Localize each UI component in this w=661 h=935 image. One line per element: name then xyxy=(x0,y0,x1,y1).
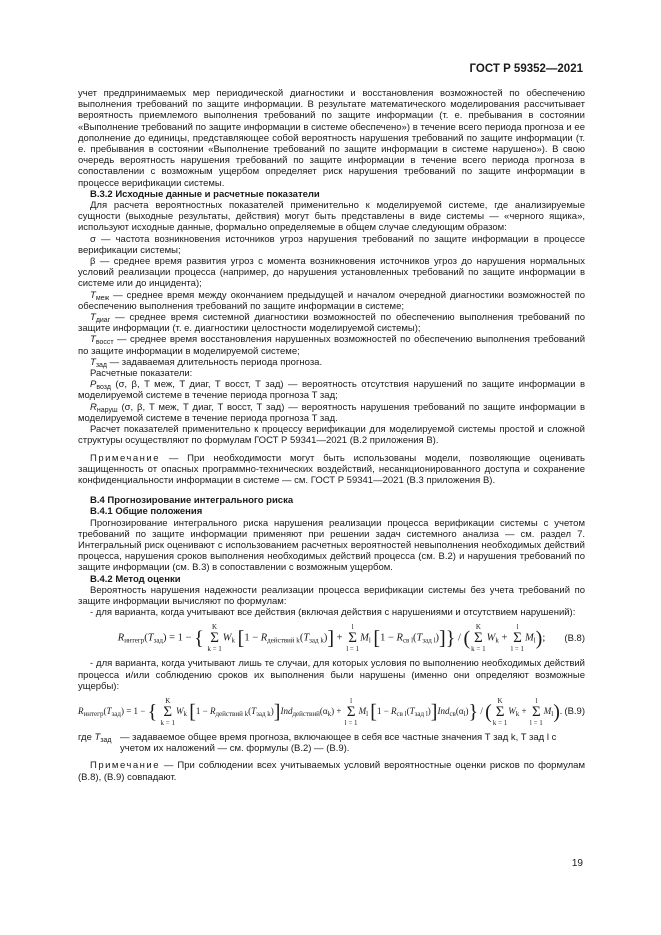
def-beta: β — среднее время развития угроз с момента возникновения источников угроз до нарушения нормальных условий реализации процесса (например, до нарушения установленных требований по защите информации в системе или до инцидента); xyxy=(78,256,585,290)
variant-1-text: - для варианта, когда учитывают все действия (включая действия с нарушениями и отсутствием нарушений): xyxy=(90,607,576,619)
def-r-narush: $R_{наруш}$ (σ, β, T меж, T диаг, T восст, T зад) — вероятность нарушения требований по защите информации в моделируемой системе в течение периода прогноза T зад. xyxy=(78,401,586,424)
formula-b8 xyxy=(78,618,585,658)
def-t-mezh: $T_{меж}$ — среднее время между окончанием предыдущей и началом очередной диагностики возможностей по обеспечению выполнения требований по защите информации в системе; xyxy=(78,289,586,312)
note-b42: Примечание — При соблюдении всех учитываемых условий вероятностные оценки рисков по формулам (В.8), (В.9) совпадают. xyxy=(78,760,585,783)
def-p-vozd: $P_{возд}$ (σ, β, T меж, T диаг, T восст, T зад) — вероятность отсутствия нарушений по защите информации в моделируемой системе в течение периода прогноза T зад; xyxy=(78,379,585,402)
note-b32: Примечание — При необходимости могут быть использованы модели, позволяющие оценивать защищенность от опасных программно-технических воздействий, несанкционированного доступа и сохранение конфиденциальности информации в системе — см. ГОСТ Р 59341—2021 (В.3 приложения В). xyxy=(78,452,585,486)
section-b4-title: В.4 Прогнозирование интегрального риска xyxy=(90,495,294,507)
where-clause: где $T_{зад}$ — задаваемое общее время прогноза, включающее в себя все частные значения T зад k, T зад l с учетом их наложений — см. формулы (В.2) — (В.9). xyxy=(78,731,557,755)
section-b42-title: В.4.2 Метод оценки xyxy=(90,573,181,585)
formula-b8-number: (В.8) xyxy=(564,632,585,644)
intro-paragraph: учет предпринимаемых мер периодической диагностики и восстановления возможностей по обеспечению выполнения требований по защите информации. В результате математического моделирования рассчитывает вероятность приемлемого выполнения требований по защите информации (т. е. пребывания в состоянии «Выполнение требований по защите информации в системе обеспечено») в течение всего периода прогноза и ее дополнение до единицы, представляющее собой вероятность нарушения требований по защите информации (т. е. пребывания в состоянии «Выполнение требований по защите информации в системе нарушено»). В свою очередь вероятность нарушения требований по защите информации в течение всего периода прогноза в сопоставлении с возможным ущербом определяет риск нарушения требований по защите информации в процессе верификации системы. xyxy=(78,88,585,189)
def-sigma: σ — частота возникновения источников угроз нарушения требований по защите информации в процессе верификации системы; xyxy=(78,233,585,256)
section-b41-title: В.4.1 Общие положения xyxy=(90,506,203,518)
b32-paragraph-1: Для расчета вероятностных показателей применительно к моделируемой системе, где анализируемые сущности (выходные результаты, действия) могут быть представлены в виде системы — «черного ящика», используют исходные данные, формально определяемые в общем случае следующим образом: xyxy=(78,200,585,234)
def-t-diag: $T_{диаг}$ — среднее время системной диагностики возможностей по обеспечению выполнения требований по защите информации (т. е. диагностики целостности моделируемой системы); xyxy=(78,312,586,335)
formula-b8-expression: $R_{интегр}(T_{зад}) = 1$ − { K Σ $k = 1W_k$ $[1 - R_{действий k}(T_{зад k})] + l$ Σ $l = 1M_l$ $[1 - R_{св l}(T_{зад l})]\} / (K$ Σ $k = 1W_k + l$ Σ $l = 1M_l$); xyxy=(117,623,546,654)
variant-2-text: - для варианта, когда учитывают лишь те случаи, для которых условия по выполнению необходимых действий процесса и/или соблюдению сроков их выполнения были нарушены (именно они определяют возможные ущербы): xyxy=(78,658,585,692)
calc-label: Расчетные показатели: xyxy=(90,368,193,380)
formula-b9-number: (В.9) xyxy=(564,706,585,718)
document-body xyxy=(78,88,585,783)
formula-b9-expression: $R_{интегр}(T_{зад}) = 1$ − { K Σ $k = 1W_k$ $[1 - R_{действий k}(T_{зад k})]Ind_{действий}(\alpha_k) + l$ Σ $l = 1M_l$ $[1 - R_{св l}(T_{зад l})]Ind_{св}(\alpha_l)\} / (K$ Σ $k = 1W_k + l$ Σ $l = 1M_l$). xyxy=(78,696,563,727)
b32-final-paragraph: Расчет показателей применительно к процессу верификации для моделируемой системы простой и сложной структуры осуществляют по формулам ГОСТ Р 59341—2021 (В.2 приложения В). xyxy=(78,424,585,447)
b42-paragraph: Вероятность нарушения надежности реализации процесса верификации системы без учета требований по защите информации вычисляют по формулам: xyxy=(78,584,585,607)
doc-header: ГОСТ Р 59352—2021 xyxy=(469,63,583,75)
page-number: 19 xyxy=(571,858,583,869)
def-t-zad: $T_{зад}$ — задаваемая длительность периода прогноза. xyxy=(90,356,323,369)
section-b32-title: В.3.2 Исходные данные и расчетные показатели xyxy=(90,188,320,200)
formula-b9 xyxy=(78,692,585,732)
b41-paragraph: Прогнозирование интегрального риска нарушения реализации процесса верификации системы с учетом требований по защите информации применяют при решении задач системного анализа — см. раздел 7. Интегральный риск оценивают с использованием расчетных вероятностей невыполнения необходимых действий процесса, нарушения сроков выполнения необходимых действий процесса (см. В.2) и нарушения требований по защите информации (см. В.3) в сопоставлении с возможным ущербом. xyxy=(78,517,585,574)
def-t-vosst: $T_{восст}$ — среднее время восстановления нарушенных возможностей по обеспечению выполнения требований по защите информации в моделируемой системе; xyxy=(78,334,586,357)
